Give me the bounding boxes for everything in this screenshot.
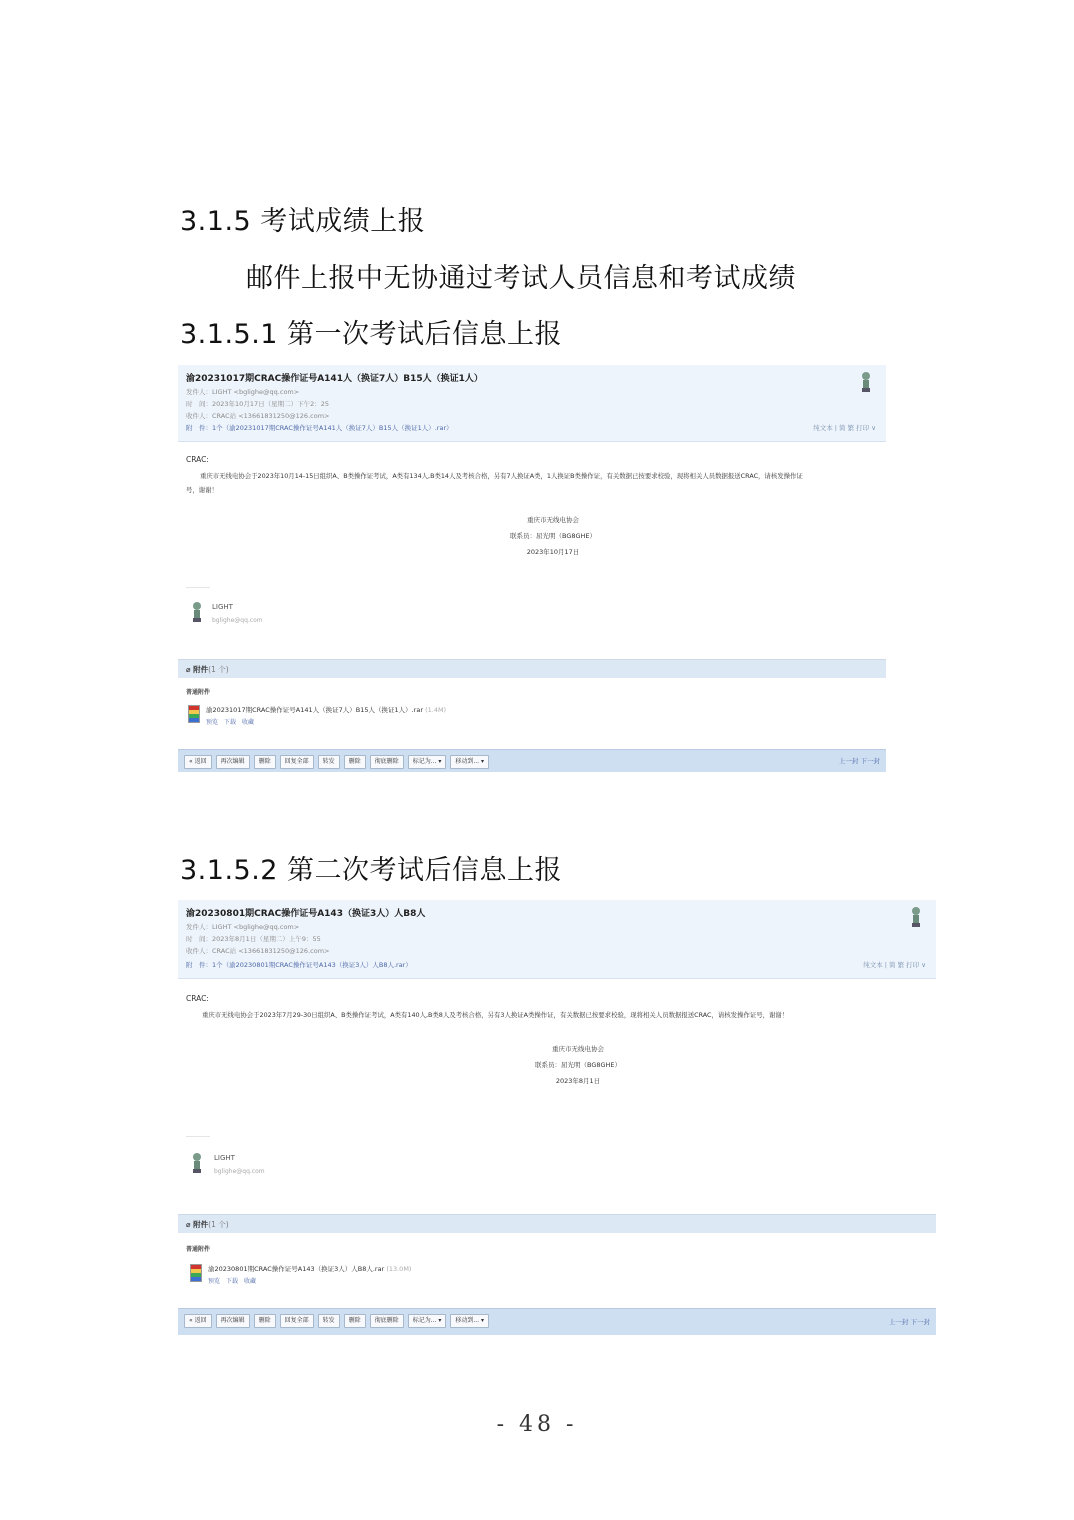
paperclip-icon: ⌀ bbox=[186, 1220, 191, 1229]
page-number: - 48 - bbox=[496, 1412, 578, 1437]
email-header bbox=[178, 365, 886, 442]
move-to-dropdown[interactable]: 移动到... ▾ bbox=[450, 755, 489, 769]
reply-all-button[interactable]: 回复全部 bbox=[280, 755, 314, 769]
attachment-file[interactable] bbox=[208, 1264, 411, 1273]
email-to: 收件人：CRAC站 <13661831250@126.com> bbox=[186, 412, 330, 420]
sender-email: bglighe@qq.com bbox=[214, 1168, 265, 1175]
sender-name: LIGHT bbox=[214, 1154, 235, 1162]
email-time: 时 间：2023年8月1日（星期二）上午9：55 bbox=[186, 935, 321, 943]
move-to-dropdown[interactable]: 移动到... ▾ bbox=[450, 1314, 489, 1328]
email-subject: 渝20230801期CRAC操作证号A143（换证3人）人B8人 bbox=[186, 909, 426, 919]
email-attachment-line[interactable]: 附 件：1个（渝20230801期CRAC操作证号A143（换证3人）人B8人.rar） bbox=[186, 961, 412, 969]
signature-date: 2023年10月17日 bbox=[526, 548, 580, 556]
email-toolbar bbox=[178, 1308, 936, 1335]
delete-permanently-button[interactable]: 彻底删除 bbox=[370, 1314, 404, 1328]
download-link[interactable]: 下载 bbox=[224, 719, 237, 726]
edit-again-button[interactable]: 再次编辑 bbox=[216, 1314, 250, 1328]
email-attachment-line[interactable]: 附 件：1个（渝20231017期CRAC操作证号A141人（换证7人）B15人（换证1人）.rar） bbox=[186, 424, 453, 432]
attachment-file-name: 渝20230801期CRAC操作证号A143（换证3人）人B8人.rar bbox=[208, 1265, 385, 1273]
email-from: 发件人：LIGHT <bglighe@qq.com> bbox=[186, 923, 300, 931]
email-subject: 渝20231017期CRAC操作证号A141人（换证7人）B15人（换证1人） bbox=[186, 374, 483, 384]
attachment-subtitle: 普通附件 bbox=[186, 689, 211, 696]
attachment-bar bbox=[178, 1214, 936, 1233]
attachment-title: 附件 bbox=[193, 1220, 209, 1229]
back-button[interactable]: « 返回 bbox=[184, 755, 212, 769]
save-link[interactable]: 收藏 bbox=[242, 719, 255, 726]
rar-file-icon bbox=[188, 705, 200, 723]
delete-button[interactable]: 删除 bbox=[254, 755, 276, 769]
avatar-icon bbox=[190, 601, 204, 623]
attachment-file-size: (1.4M) bbox=[425, 706, 447, 714]
attachment-file-size: (13.0M) bbox=[386, 1265, 412, 1273]
attachment-actions bbox=[208, 1276, 262, 1285]
signature-org: 重庆市无线电协会 bbox=[527, 516, 579, 524]
paperclip-icon: ⌀ bbox=[186, 665, 191, 674]
mark-as-dropdown[interactable]: 标记为... ▾ bbox=[408, 755, 447, 769]
sender-email: bglighe@qq.com bbox=[212, 617, 263, 624]
email-greeting: CRAC: bbox=[186, 455, 209, 464]
avatar-icon bbox=[908, 906, 924, 928]
signature-contact: 联系员：屈光明（BG8GHE） bbox=[509, 532, 597, 540]
back-button[interactable]: « 返回 bbox=[184, 1314, 212, 1328]
preview-link[interactable]: 预览 bbox=[206, 719, 219, 726]
attachment-file[interactable] bbox=[206, 705, 446, 714]
attachment-count: (1 个) bbox=[208, 1220, 229, 1229]
intro-text: 邮件上报中无协通过考试人员信息和考试成绩 bbox=[246, 263, 796, 294]
preview-link[interactable]: 预览 bbox=[208, 1278, 221, 1285]
section-heading-3-1-5-2: 3.1.5.2 第二次考试后信息上报 bbox=[180, 855, 563, 886]
avatar-icon bbox=[858, 371, 874, 393]
attachment-title: 附件 bbox=[193, 665, 209, 674]
edit-again-button[interactable]: 再次编辑 bbox=[216, 755, 250, 769]
section-heading-3-1-5: 3.1.5 考试成绩上报 bbox=[180, 206, 426, 237]
attachment-subtitle: 普通附件 bbox=[186, 1246, 211, 1253]
delete-permanently-button[interactable]: 彻底删除 bbox=[370, 755, 404, 769]
signature-contact: 联系员：屈光明（BG8GHE） bbox=[534, 1061, 622, 1069]
email-body-line-1: 重庆市无线电协会于2023年10月14-15日组织A、B类操作证考试，A类有134人,B类14人及考核合格，另有7人换证A类，1人换证B类操作证，有关数据已按要求校验，现将相关人员数据报送CRAC，请核发操作证 bbox=[200, 472, 803, 480]
email-time: 时 间：2023年10月17日（星期二）下午2：25 bbox=[186, 400, 329, 408]
rar-file-icon bbox=[190, 1264, 202, 1282]
email-to: 收件人：CRAC站 <13661831250@126.com> bbox=[186, 947, 330, 955]
signature-date: 2023年8月1日 bbox=[555, 1077, 601, 1085]
attachment-count: (1 个) bbox=[208, 665, 229, 674]
email-greeting: CRAC: bbox=[186, 994, 209, 1003]
section-heading-3-1-5-1: 3.1.5.1 第一次考试后信息上报 bbox=[180, 319, 563, 350]
pager-links[interactable]: 上一封 下一封 bbox=[888, 1318, 930, 1326]
save-link[interactable]: 收藏 bbox=[244, 1278, 257, 1285]
pager-links[interactable]: 上一封 下一封 bbox=[838, 757, 880, 765]
email-toolbar bbox=[178, 749, 886, 772]
email-header bbox=[178, 900, 936, 979]
email-body-line-1: 重庆市无线电协会于2023年7月29-30日组织A、B类操作证考试，A类有140人,B类8人及考核合格，另有3人换证A类操作证，有关数据已按要求校验，现将相关人员数据报送CRAC，请核发操作证号，谢谢！ bbox=[202, 1011, 789, 1019]
email-from: 发件人：LIGHT <bglighe@qq.com> bbox=[186, 388, 300, 396]
reply-all-button[interactable]: 回复全部 bbox=[280, 1314, 314, 1328]
email-tools[interactable]: 纯文本 | 简 繁 打印 ∨ bbox=[863, 961, 926, 969]
delete-button-2[interactable]: 删除 bbox=[344, 1314, 366, 1328]
email-screenshot-1 bbox=[178, 365, 886, 773]
signature-org: 重庆市无线电协会 bbox=[552, 1045, 604, 1053]
forward-button[interactable]: 转发 bbox=[318, 755, 340, 769]
forward-button[interactable]: 转发 bbox=[318, 1314, 340, 1328]
email-screenshot-2 bbox=[178, 900, 936, 1336]
attachment-file-name: 渝20231017期CRAC操作证号A141人（换证7人）B15人（换证1人）.rar bbox=[206, 706, 423, 714]
attachment-actions bbox=[206, 717, 260, 726]
delete-button-2[interactable]: 删除 bbox=[344, 755, 366, 769]
divider bbox=[186, 1136, 210, 1137]
avatar-icon bbox=[190, 1152, 204, 1174]
download-link[interactable]: 下载 bbox=[226, 1278, 239, 1285]
mark-as-dropdown[interactable]: 标记为... ▾ bbox=[408, 1314, 447, 1328]
sender-name: LIGHT bbox=[212, 603, 233, 611]
attachment-bar bbox=[178, 659, 886, 678]
divider bbox=[186, 587, 210, 588]
email-tools[interactable]: 纯文本 | 简 繁 打印 ∨ bbox=[813, 424, 876, 432]
email-body-line-2: 号，谢谢！ bbox=[186, 486, 218, 494]
delete-button[interactable]: 删除 bbox=[254, 1314, 276, 1328]
